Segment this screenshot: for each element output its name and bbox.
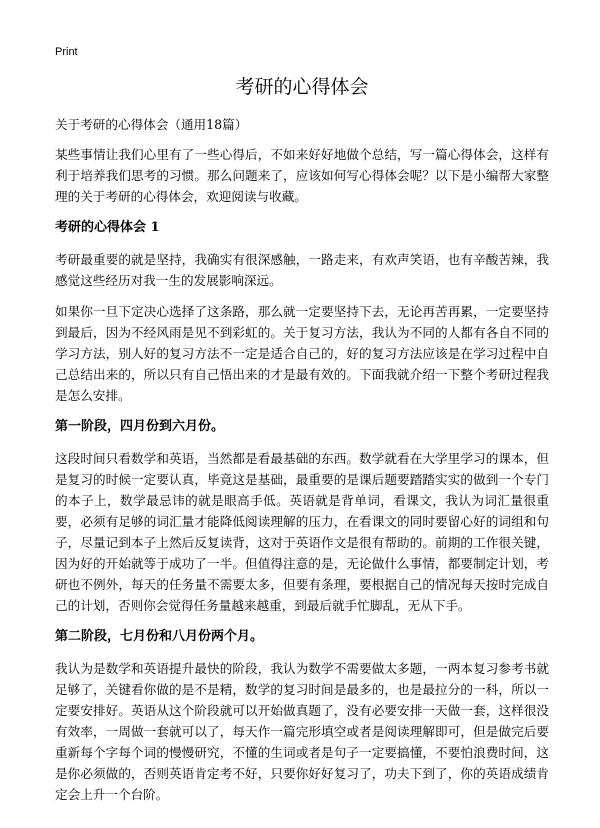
phase-one-heading: 第一阶段，四月份到六月份。 [55, 419, 225, 434]
page-title: 考研的心得体会 [235, 76, 369, 98]
phase-two-paragraph: 我认为是数学和英语提升最快的阶段，我认为数学不需要做太多题，一两本复习参考书就足够了，关键看你做的是不是精，数学的复习时间是最多的，也是最拉分的一科，所以一定要安排好。英语从这个阶段就可以开始做真题了，没有必要安排一天做一套，这样很没有效率，一周做一套就可以了，每天作一篇完形填空或者是阅读理解即可，但是做完后要重新每个字每个词的慢慢研究，不懂的生词或者是句子一定要搞懂，不要怕浪费时间，这是你必须做的，否则英语肯定考不好，只要你好好复习了，功夫下到了，你的英语成绩肯定会上升一个台阶。 [55, 661, 549, 802]
body-paragraph: 如果你一旦下定决心选择了这条路，那么就一定要坚持下去，无论再苦再累，一定要坚持到最后，因为不经风雨是见不到彩虹的。关于复习方法，我认为不同的人都有各自不同的学习方法，别人好的复习方法不一定是适合自己的，好的复习方法应该是在学习过程中自己总结出来的，所以只有自己悟出来的才是最有效的。下面我就介绍一下整个考研过程我是怎么安排。 [55, 304, 549, 403]
phase-two-heading: 第二阶段，七月份和八月份两个月。 [55, 629, 264, 644]
intro-paragraph: 某些事情让我们心里有了一些心得后，不如来好好地做个总结，写一篇心得体会，这样有利于培养我们思考的习惯。那么问题来了，应该如何写心得体会呢？以下是小编帮大家整理的关于考研的心得体会，欢迎阅读与收藏。 [55, 147, 549, 204]
article-heading: 考研的心得体会 1 [55, 220, 160, 235]
article [55, 74, 549, 815]
subtitle: 关于考研的心得体会（通用18篇） [55, 117, 248, 132]
phase-one-paragraph: 这段时间只看数学和英语，当然都是看最基础的东西。数学就看在大学里学习的课本，但是复习的时候一定要认真，毕竟这是基础，最重要的是课后题要踏踏实实的做到一个专门的本子上，数学最忌讳的就是眼高手低。英语就是背单词，看课文，我认为词汇量很重要，必须有足够的词汇量才能降低阅读理解的压力，在看课文的同时要留心好的词组和句子，尽量记到本子上然后反复读背，这对于英语作文是很有帮助的。前期的工作很关键，因为好的开始就等于成功了一半。但值得注意的是，无论做什么事情，都要制定计划，考研也不例外，每天的任务量不需要太多，但要有条理，要根据自己的情况每天按时完成自己的计划，否则你会觉得任务量越来越重，到最后就手忙脚乱，无从下手。 [55, 451, 549, 613]
print-link[interactable]: Print [55, 46, 78, 58]
body-paragraph: 考研最重要的就是坚持，我确实有很深感触，一路走来，有欢声笑语，也有辛酸苦辣，我感觉这些经历对我一生的发展影响深远。 [55, 252, 549, 288]
